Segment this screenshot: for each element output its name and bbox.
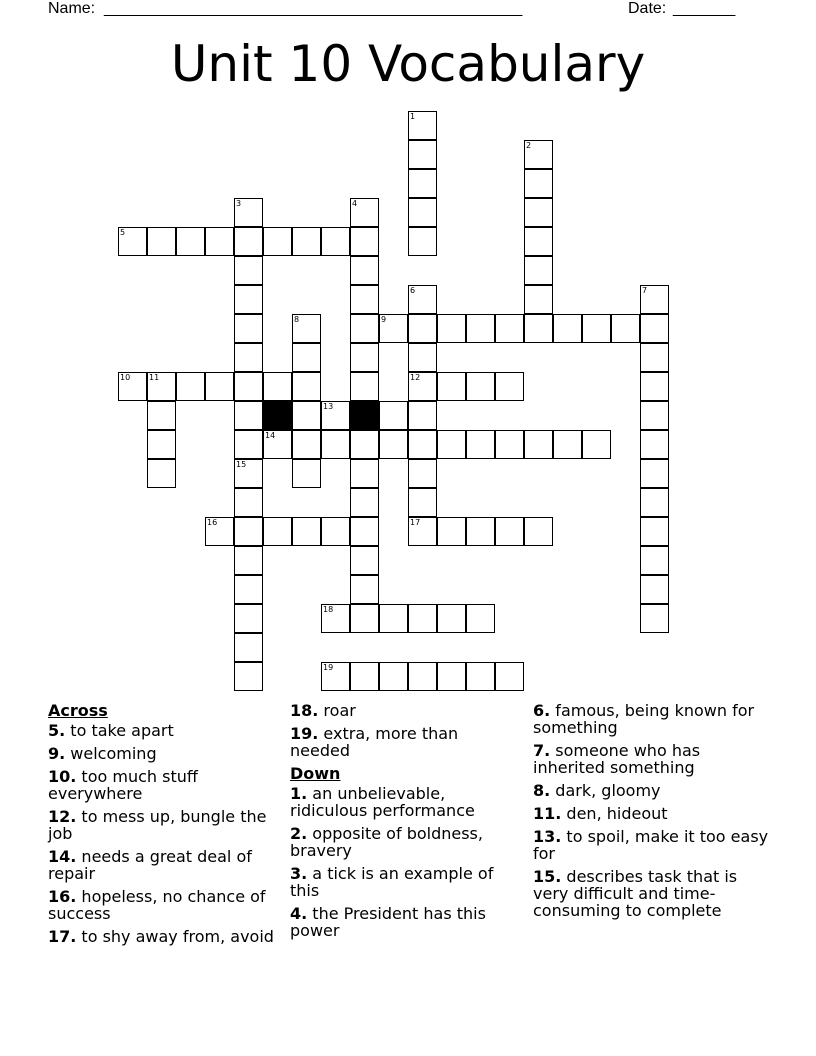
crossword-cell[interactable] [234,372,263,401]
crossword-cell[interactable] [408,314,437,343]
crossword-cell[interactable] [263,372,292,401]
crossword-cell[interactable] [495,430,524,459]
crossword-cell[interactable] [553,430,582,459]
clue-text: hopeless, no chance of success [48,887,266,923]
clue-number: 13 [323,402,334,411]
crossword-cell[interactable] [234,575,263,604]
clue-item [290,725,520,759]
clue-text: famous, being known for something [533,701,755,737]
clue-text: opposite of boldness, bravery [290,824,483,860]
crossword-cell[interactable] [379,662,408,691]
crossword-cell[interactable] [466,372,495,401]
crossword-cell[interactable] [379,314,408,343]
crossword-cell[interactable] [379,401,408,430]
crossword-cell[interactable] [408,662,437,691]
crossword-cell[interactable] [350,198,379,227]
crossword-cell[interactable] [437,662,466,691]
clue-item [533,868,773,919]
crossword-cell[interactable] [350,343,379,372]
clue-text: the President has this power [290,904,486,940]
crossword-cell[interactable] [292,227,321,256]
clue-item [48,722,283,739]
crossword-cell[interactable] [640,575,669,604]
crossword-cell[interactable] [292,401,321,430]
crossword-cell[interactable] [176,372,205,401]
crossword-cell[interactable] [524,198,553,227]
clue-number: 3. [290,864,308,883]
clue-item [290,702,520,719]
crossword-cell[interactable] [408,517,437,546]
crossword-cell[interactable] [321,662,350,691]
clue-item [533,742,773,776]
crossword-cell[interactable] [234,517,263,546]
crossword-cell[interactable] [234,285,263,314]
clue-number: 19 [323,663,334,672]
crossword-cell[interactable] [350,604,379,633]
crossword-cell[interactable] [408,343,437,372]
clue-number: 7 [642,286,648,295]
clue-text: someone who has inherited something [533,741,701,777]
crossword-cell[interactable] [640,401,669,430]
crossword-cell[interactable] [553,314,582,343]
crossword-cell[interactable] [524,227,553,256]
crossword-cell[interactable] [350,227,379,256]
crossword-cell[interactable] [147,227,176,256]
page-title: Unit 10 Vocabulary [170,35,646,93]
clue-number: 14. [48,847,77,866]
clue-number: 16 [207,518,218,527]
clue-number: 8 [294,315,300,324]
clue-text: to spoil, make it too easy for [533,827,769,863]
crossword-cell[interactable] [118,227,147,256]
crossword-cell[interactable] [234,488,263,517]
crossword-cell[interactable] [408,459,437,488]
crossword-cell[interactable] [263,430,292,459]
crossword-cell[interactable] [350,459,379,488]
clue-text: dark, gloomy [550,781,661,800]
across-heading: Across [48,701,108,720]
crossword-cell[interactable] [524,140,553,169]
clue-text: to take apart [65,721,174,740]
crossword-cell[interactable] [234,604,263,633]
clue-item [533,782,773,799]
clue-number: 11. [533,804,562,823]
crossword-cell[interactable] [205,372,234,401]
crossword-cell[interactable] [350,372,379,401]
crossword-cell[interactable] [292,372,321,401]
crossword-cell[interactable] [582,430,611,459]
clue-number: 15. [533,867,562,886]
crossword-cell[interactable] [234,459,263,488]
clue-number: 2 [526,141,532,150]
crossword-cell[interactable] [350,488,379,517]
crossword-cell[interactable] [640,459,669,488]
crossword-cell[interactable] [147,430,176,459]
down-heading: Down [290,764,341,783]
crossword-cell[interactable] [640,546,669,575]
clue-item [48,768,283,802]
clue-item [290,785,520,819]
crossword-cell[interactable] [234,430,263,459]
crossword-cell[interactable] [466,430,495,459]
crossword-cell[interactable] [321,401,350,430]
crossword-cell[interactable] [640,488,669,517]
clues-column-3 [533,702,773,925]
clue-number: 12 [410,373,421,382]
crossword-cell[interactable] [379,604,408,633]
clue-number: 16. [48,887,77,906]
crossword-cell[interactable] [292,517,321,546]
crossword-cell[interactable] [234,343,263,372]
clue-number: 4 [352,199,358,208]
clue-item [48,745,283,762]
crossword-cell[interactable] [321,604,350,633]
clue-item [290,865,520,899]
crossword-cell[interactable] [640,372,669,401]
crossword-cell[interactable] [147,401,176,430]
crossword-cell[interactable] [234,633,263,662]
crossword-cell[interactable] [263,517,292,546]
black-square [263,401,292,430]
crossword-cell[interactable] [524,285,553,314]
clue-text: to shy away from, avoid [76,927,274,946]
clue-text: extra, more than needed [290,724,459,760]
crossword-cell[interactable] [321,430,350,459]
clue-text: den, hideout [561,804,668,823]
clue-item [533,702,773,736]
crossword-cell[interactable] [234,546,263,575]
clue-number: 19. [290,724,319,743]
crossword-cell[interactable] [437,314,466,343]
clue-item [533,828,773,862]
clue-number: 9 [381,315,387,324]
clue-text: to mess up, bungle the job [48,807,267,843]
crossword-cell[interactable] [408,401,437,430]
crossword-cell[interactable] [408,140,437,169]
crossword-cell[interactable] [234,401,263,430]
clue-number: 12. [48,807,77,826]
crossword-cell[interactable] [408,285,437,314]
crossword-cell[interactable] [263,227,292,256]
clue-item [48,808,283,842]
clue-text: describes task that is very difficult and time-consuming to complete [533,867,738,920]
clue-number: 8. [533,781,551,800]
crossword-cell[interactable] [234,662,263,691]
crossword-cell[interactable] [524,314,553,343]
clue-item [290,825,520,859]
crossword-cell[interactable] [147,372,176,401]
crossword-cell[interactable] [640,314,669,343]
crossword-cell[interactable] [234,256,263,285]
crossword-cell[interactable] [350,285,379,314]
crossword-cell[interactable] [640,430,669,459]
crossword-cell[interactable] [582,314,611,343]
crossword-cell[interactable] [437,604,466,633]
crossword-cell[interactable] [234,198,263,227]
clue-item [48,848,283,882]
clue-number: 10. [48,767,77,786]
crossword-cell[interactable] [292,314,321,343]
clue-text: welcoming [65,744,157,763]
crossword-cell[interactable] [495,662,524,691]
crossword-cell[interactable] [466,517,495,546]
clue-number: 13. [533,827,562,846]
crossword-cell[interactable] [437,517,466,546]
crossword-cell[interactable] [611,314,640,343]
crossword-cell[interactable] [118,372,147,401]
date-line[interactable]: _______ [673,0,736,17]
clue-text: roar [318,701,356,720]
clue-number: 6 [410,286,416,295]
clue-item [290,905,520,939]
clue-number: 6. [533,701,551,720]
clue-number: 3 [236,199,242,208]
clue-number: 5. [48,721,66,740]
crossword-cell[interactable] [524,256,553,285]
clue-number: 10 [120,373,131,382]
crossword-cell[interactable] [466,662,495,691]
clue-number: 18 [323,605,334,614]
crossword-cell[interactable] [350,517,379,546]
crossword-cell[interactable] [640,517,669,546]
crossword-cell[interactable] [321,227,350,256]
clue-item [48,928,283,945]
crossword-cell[interactable] [292,459,321,488]
clue-number: 1 [410,112,416,121]
crossword-cell[interactable] [495,372,524,401]
crossword-cell[interactable] [408,372,437,401]
crossword-cell[interactable] [205,517,234,546]
clue-number: 14 [265,431,276,440]
crossword-cell[interactable] [640,343,669,372]
clues-column-1 [48,702,283,951]
crossword-cell[interactable] [408,198,437,227]
crossword-cell[interactable] [379,430,408,459]
crossword-cell[interactable] [408,604,437,633]
crossword-cell[interactable] [321,517,350,546]
crossword-cell[interactable] [350,546,379,575]
crossword-cell[interactable] [466,604,495,633]
crossword-cell[interactable] [408,488,437,517]
crossword-cell[interactable] [205,227,234,256]
crossword-cell[interactable] [350,662,379,691]
crossword-cell[interactable] [437,430,466,459]
clues-column-2 [290,702,520,945]
name-label: Name: [48,0,96,17]
crossword-cell[interactable] [640,285,669,314]
clue-text: a tick is an example of this [290,864,494,900]
crossword-cell[interactable] [292,430,321,459]
date-label: Date: [628,0,667,17]
crossword-cell[interactable] [437,372,466,401]
crossword-cell[interactable] [495,314,524,343]
crossword-cell[interactable] [147,459,176,488]
crossword-cell[interactable] [495,517,524,546]
clue-number: 1. [290,784,308,803]
clue-number: 4. [290,904,308,923]
crossword-cell[interactable] [466,314,495,343]
crossword-cell[interactable] [234,227,263,256]
clue-number: 17. [48,927,77,946]
crossword-cell[interactable] [408,430,437,459]
black-square [350,401,379,430]
crossword-cell[interactable] [408,227,437,256]
clue-text: an unbelievable, ridiculous performance [290,784,475,820]
crossword-cell[interactable] [524,517,553,546]
crossword-cell[interactable] [408,169,437,198]
clue-number: 15 [236,460,247,469]
clue-item [533,805,773,822]
clue-number: 9. [48,744,66,763]
crossword-cell[interactable] [350,430,379,459]
clue-item [48,888,283,922]
crossword-cell[interactable] [292,343,321,372]
clue-number: 11 [149,373,160,382]
clue-text: needs a great deal of repair [48,847,252,883]
crossword-cell[interactable] [524,169,553,198]
crossword-cell[interactable] [234,314,263,343]
crossword-cell[interactable] [524,430,553,459]
crossword-cell[interactable] [176,227,205,256]
clue-number: 17 [410,518,421,527]
clue-number: 7. [533,741,551,760]
crossword-cell[interactable] [350,575,379,604]
crossword-cell[interactable] [350,256,379,285]
clue-text: too much stuff everywhere [48,767,198,803]
clue-number: 18. [290,701,319,720]
crossword-cell[interactable] [408,111,437,140]
crossword-cell[interactable] [640,604,669,633]
clue-number: 5 [120,228,126,237]
clue-number: 2. [290,824,308,843]
name-line[interactable]: _______________________________________________ [104,0,523,17]
crossword-cell[interactable] [350,314,379,343]
